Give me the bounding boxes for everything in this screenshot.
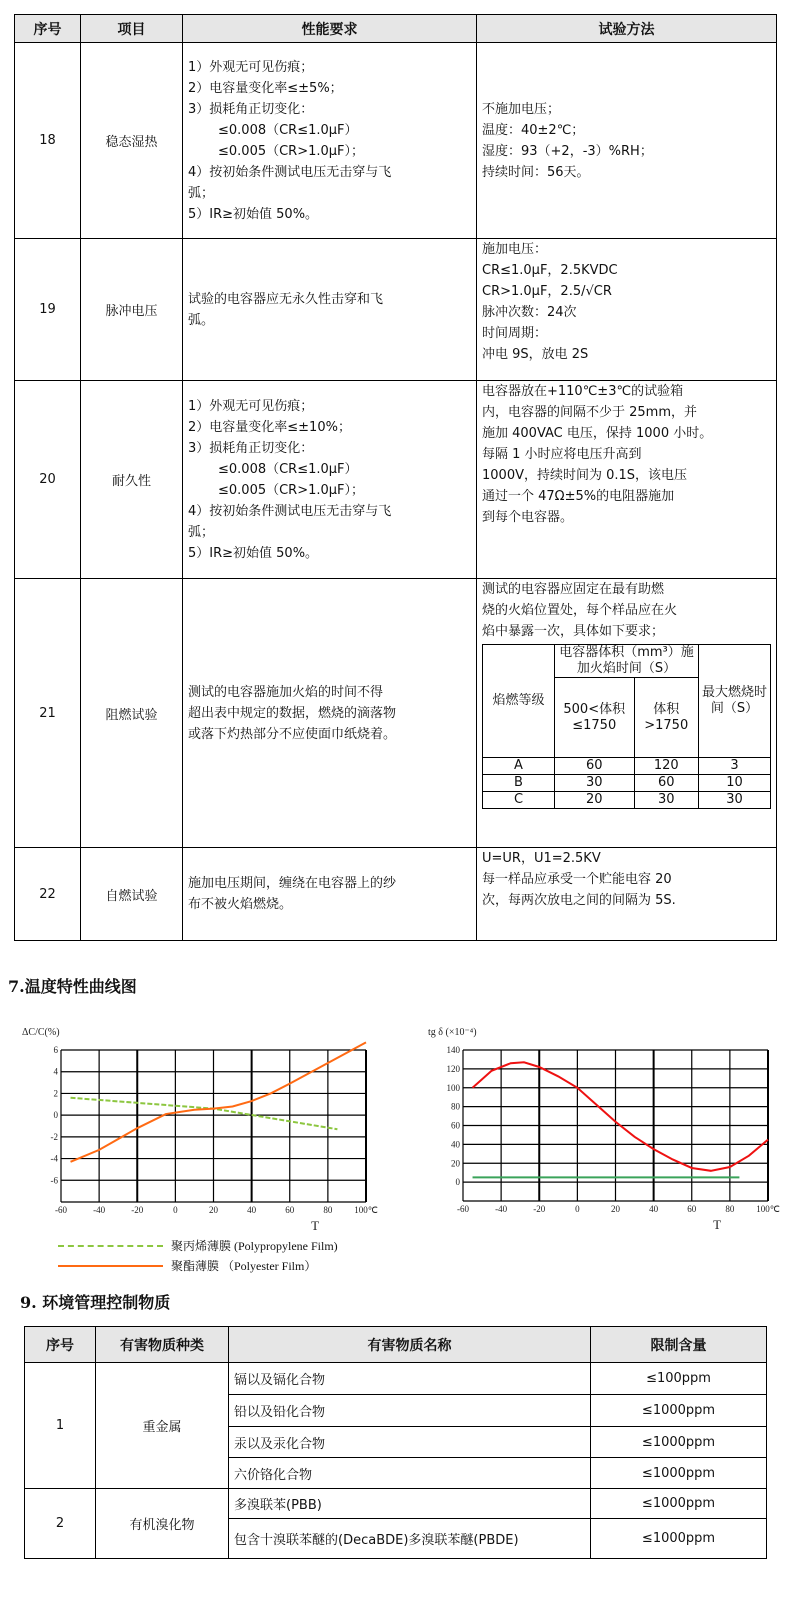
solid-line-icon bbox=[58, 1265, 163, 1267]
substance-limit: ≤1000ppm bbox=[591, 1489, 767, 1519]
group-type: 重金属 bbox=[96, 1363, 229, 1489]
substance-limit: ≤1000ppm bbox=[591, 1458, 767, 1489]
x-tick-label: 80 bbox=[323, 1205, 333, 1215]
y-tick-label: 140 bbox=[446, 1045, 460, 1055]
substance-limit: ≤1000ppm bbox=[591, 1519, 767, 1559]
text-line: ≤0.005（CR>1.0μF）； bbox=[218, 143, 365, 159]
cell: 60 bbox=[555, 758, 635, 775]
dissipation-factor-chart bbox=[420, 1026, 780, 1231]
x-tick-label: 0 bbox=[575, 1204, 580, 1214]
text-line: 烧的火焰位置处，每个样品应在火 bbox=[482, 603, 678, 618]
table-row bbox=[15, 848, 777, 941]
text-line: 每隔 1 小时应将电压升高到 bbox=[482, 447, 642, 462]
text-line: 4）按初始条件测试电压无击穿与飞 bbox=[188, 164, 392, 180]
cell: C bbox=[483, 792, 555, 809]
legend-pp bbox=[58, 1237, 338, 1255]
flame-table bbox=[482, 644, 771, 809]
cell: 60 bbox=[634, 775, 699, 792]
x-tick-label: -20 bbox=[131, 1205, 144, 1215]
col-item: 项目 bbox=[81, 15, 183, 43]
y-tick-label: 0 bbox=[53, 1110, 58, 1121]
col-name: 有害物质名称 bbox=[229, 1327, 591, 1363]
text-line: 或落下灼热部分不应使面巾纸烧着。 bbox=[188, 726, 397, 742]
chart-area bbox=[0, 1026, 790, 1276]
x-tick-label: 60 bbox=[687, 1204, 697, 1214]
hazardous-substances-table bbox=[24, 1326, 767, 1559]
x-tick-label: -20 bbox=[533, 1204, 546, 1214]
y-tick-label: 100 bbox=[446, 1082, 460, 1093]
dashed-line-icon bbox=[58, 1245, 163, 1247]
legend-pet bbox=[58, 1257, 316, 1275]
group-no: 2 bbox=[25, 1489, 96, 1559]
text-line: 冲电 9S，放电 2S bbox=[482, 347, 589, 362]
text-line: CR>1.0μF，2.5/√CR bbox=[482, 284, 612, 299]
col-method: 试验方法 bbox=[477, 15, 777, 43]
y-tick-label: -6 bbox=[50, 1175, 58, 1186]
flame-grade-header: 焰燃等级 bbox=[483, 645, 555, 758]
row-requirement bbox=[183, 579, 477, 848]
text-line: ≤0.008（CR≤1.0μF） bbox=[218, 461, 358, 477]
x-tick-label: 100℃ bbox=[354, 1205, 378, 1215]
y-tick-label: 2 bbox=[53, 1088, 58, 1099]
text-line: 每一样品应承受一个贮能电容 20 bbox=[482, 872, 672, 887]
text-line: 2）电容量变化率≤±10%； bbox=[188, 419, 351, 435]
substance-limit: ≤1000ppm bbox=[591, 1427, 767, 1458]
section-9-heading: 9. 环境管理控制物质 bbox=[20, 1293, 171, 1312]
x-axis-label: T bbox=[713, 1217, 722, 1231]
text-line: 弧。 bbox=[188, 312, 215, 328]
row-method bbox=[477, 579, 777, 848]
text-line: 持续时间：56天。 bbox=[482, 164, 590, 180]
cell: B bbox=[483, 775, 555, 792]
text-line: 通过一个 47Ω±5%的电阻器施加 bbox=[482, 489, 675, 504]
row-item: 耐久性 bbox=[81, 381, 183, 579]
row-item: 脉冲电压 bbox=[81, 239, 183, 381]
col-type: 有害物质种类 bbox=[96, 1327, 229, 1363]
text-line: 次，每两次放电之间的间隔为 5S. bbox=[482, 893, 676, 908]
legend-label: 聚丙烯薄膜 (Polypropylene Film) bbox=[171, 1239, 338, 1253]
text-line: CR≤1.0μF，2.5KVDC bbox=[482, 263, 618, 278]
text-line: 超出表中规定的数据，燃烧的滴落物 bbox=[188, 705, 397, 721]
row-requirement bbox=[183, 239, 477, 381]
substance-name: 多溴联苯(PBB) bbox=[229, 1489, 591, 1519]
text-line: 3）损耗角正切变化： bbox=[188, 440, 314, 456]
text-line: 湿度：93（+2，-3）%RH； bbox=[482, 143, 653, 159]
text-line: 脉冲次数：24次 bbox=[482, 305, 577, 320]
row-method bbox=[477, 848, 777, 941]
text-line: 1）外观无可见伤痕； bbox=[188, 59, 314, 75]
x-tick-label: 0 bbox=[173, 1205, 178, 1215]
text-line: U=UR，U1=2.5KV bbox=[482, 851, 601, 866]
x-tick-label: 20 bbox=[209, 1205, 218, 1215]
text-line: 施加电压： bbox=[482, 242, 548, 257]
row-requirement bbox=[183, 848, 477, 941]
cell: A bbox=[483, 758, 555, 775]
y-axis-label: ΔC/C(%) bbox=[22, 1027, 60, 1038]
method-text bbox=[482, 579, 771, 642]
table-row bbox=[15, 43, 777, 239]
text-line: 弧； bbox=[188, 185, 215, 201]
substance-name: 镉以及镉化合物 bbox=[229, 1363, 591, 1395]
text-line: 试验的电容器应无永久性击穿和飞 bbox=[188, 291, 384, 307]
y-tick-label: 80 bbox=[451, 1101, 460, 1112]
cell: 20 bbox=[555, 792, 635, 809]
col-limit: 限制含量 bbox=[591, 1327, 767, 1363]
row-item: 阻燃试验 bbox=[81, 579, 183, 848]
text-line: 5）IR≥初始值 50%。 bbox=[188, 206, 319, 222]
cell: 30 bbox=[699, 792, 771, 809]
col-no: 序号 bbox=[15, 15, 81, 43]
substance-limit: ≤100ppm bbox=[591, 1363, 767, 1395]
row-no: 20 bbox=[15, 381, 81, 579]
x-tick-label: 60 bbox=[285, 1205, 295, 1215]
y-tick-label: 40 bbox=[451, 1139, 460, 1150]
col-no: 序号 bbox=[25, 1327, 96, 1363]
max-burn-header: 最大燃烧时间（S） bbox=[699, 645, 771, 758]
text-line: 到每个电容器。 bbox=[482, 510, 574, 525]
x-tick-label: 40 bbox=[649, 1204, 659, 1214]
x-tick-label: -60 bbox=[55, 1205, 67, 1215]
x-tick-label: 80 bbox=[725, 1204, 735, 1214]
row-method bbox=[477, 381, 777, 579]
text-line: 2）电容量变化率≤±5%； bbox=[188, 80, 343, 96]
cell: 120 bbox=[634, 758, 699, 775]
y-tick-label: 6 bbox=[53, 1045, 58, 1055]
text-line: 4）按初始条件测试电压无击穿与飞 bbox=[188, 503, 392, 519]
series-line bbox=[473, 1062, 768, 1171]
text-line: 焰中暴露一次，具体如下要求； bbox=[482, 624, 665, 639]
table-row bbox=[15, 381, 777, 579]
text-line: 温度：40±2℃； bbox=[482, 122, 585, 138]
text-line: ≤0.008（CR≤1.0μF） bbox=[218, 122, 358, 138]
text-line: 施加电压期间，缠绕在电容器上的纱 bbox=[188, 876, 397, 891]
table-row bbox=[15, 579, 777, 848]
x-tick-label: 100℃ bbox=[756, 1204, 780, 1214]
y-tick-label: 20 bbox=[451, 1158, 460, 1169]
substance-name: 包含十溴联苯醚的(DecaBDE)多溴联苯醚(PBDE) bbox=[229, 1519, 591, 1559]
row-no: 19 bbox=[15, 239, 81, 381]
substance-name: 铅以及铅化合物 bbox=[229, 1395, 591, 1427]
group-no: 1 bbox=[25, 1363, 96, 1489]
x-axis-label: T bbox=[311, 1218, 320, 1233]
cell: 30 bbox=[555, 775, 635, 792]
cell: 3 bbox=[699, 758, 771, 775]
y-tick-label: -4 bbox=[50, 1153, 58, 1164]
text-line: 测试的电容器施加火焰的时间不得 bbox=[188, 684, 384, 700]
test-table bbox=[14, 14, 777, 941]
y-tick-label: 60 bbox=[451, 1120, 460, 1131]
text-line: 布不被火焰燃烧。 bbox=[188, 897, 293, 912]
cell: 30 bbox=[634, 792, 699, 809]
text-line: 时间周期： bbox=[482, 326, 548, 341]
x-tick-label: -40 bbox=[495, 1204, 508, 1214]
text-line: 测试的电容器应固定在最有助燃 bbox=[482, 582, 665, 597]
y-tick-label: 0 bbox=[455, 1177, 460, 1188]
legend-label: 聚酯薄膜 （Polyester Film） bbox=[171, 1259, 317, 1273]
text-line: 不施加电压； bbox=[482, 101, 561, 117]
col-requirement: 性能要求 bbox=[183, 15, 477, 43]
substance-name: 汞以及汞化合物 bbox=[229, 1427, 591, 1458]
substance-name: 六价铬化合物 bbox=[229, 1458, 591, 1489]
row-method bbox=[477, 239, 777, 381]
text-line: 5）IR≥初始值 50%。 bbox=[188, 545, 319, 561]
y-tick-label: 4 bbox=[53, 1066, 58, 1077]
text-line: 1）外观无可见伤痕； bbox=[188, 398, 314, 414]
volume-small-header: 500<体积≤1750 bbox=[555, 678, 635, 758]
row-requirement bbox=[183, 381, 477, 579]
substance-limit: ≤1000ppm bbox=[591, 1395, 767, 1427]
x-tick-label: -60 bbox=[457, 1204, 469, 1214]
y-axis-label: tg δ (×10⁻⁴) bbox=[428, 1027, 477, 1038]
x-tick-label: -40 bbox=[93, 1205, 106, 1215]
text-line: 内，电容器的间隔不少于 25mm，并 bbox=[482, 405, 698, 420]
row-item: 自燃试验 bbox=[81, 848, 183, 941]
y-tick-label: 120 bbox=[446, 1063, 460, 1074]
table-row bbox=[15, 239, 777, 381]
row-no: 18 bbox=[15, 43, 81, 239]
text-line: 施加 400VAC 电压，保持 1000 小时。 bbox=[482, 426, 713, 441]
row-method bbox=[477, 43, 777, 239]
group-type: 有机溴化物 bbox=[96, 1489, 229, 1559]
row-requirement bbox=[183, 43, 477, 239]
flame-time-header: 电容器体积（mm³）施加火焰时间（S） bbox=[555, 645, 699, 678]
cell: 10 bbox=[699, 775, 771, 792]
volume-large-header: 体积>1750 bbox=[634, 678, 699, 758]
text-line: 3）损耗角正切变化： bbox=[188, 101, 314, 117]
x-tick-label: 20 bbox=[611, 1204, 620, 1214]
section-7-heading: 7.温度特性曲线图 bbox=[8, 977, 137, 996]
x-tick-label: 40 bbox=[247, 1205, 257, 1215]
text-line: 1000V，持续时间为 0.1S，该电压 bbox=[482, 468, 688, 483]
y-tick-label: -2 bbox=[50, 1131, 58, 1142]
text-line: ≤0.005（CR>1.0μF）； bbox=[218, 482, 365, 498]
text-line: 电容器放在+110℃±3℃的试验箱 bbox=[482, 384, 684, 399]
row-no: 21 bbox=[15, 579, 81, 848]
capacitance-change-chart bbox=[20, 1026, 380, 1236]
row-no: 22 bbox=[15, 848, 81, 941]
series-line bbox=[71, 1098, 338, 1129]
text-line: 弧； bbox=[188, 524, 215, 540]
row-item: 稳态湿热 bbox=[81, 43, 183, 239]
